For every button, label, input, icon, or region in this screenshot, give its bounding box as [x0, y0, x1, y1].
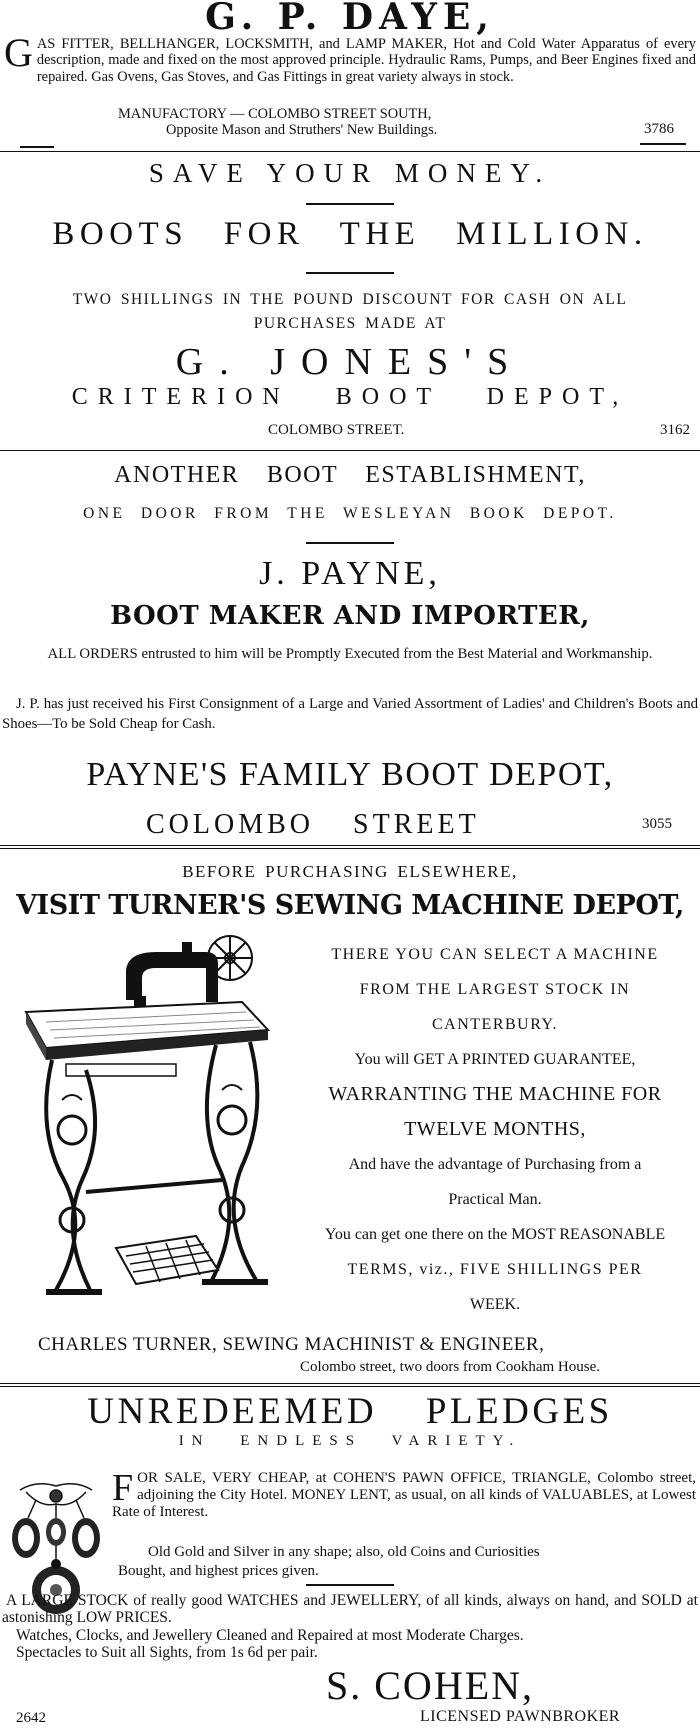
cohen-watches-line1: Watches, Clocks, and Jewellery Cleaned and Repaired at most Moderate Charges. [16, 1627, 524, 1644]
turner-line-11: WEEK. [469, 1296, 521, 1313]
turner-line-3: CANTERBURY. [431, 1016, 558, 1033]
turner-line-5: WARRANTING THE MACHINE FOR [328, 1083, 662, 1105]
cohen-old-gold-line1: Old Gold and Silver in any shape; also, old Coins and Curiosities [148, 1544, 540, 1560]
pendant-chain [20, 1484, 92, 1490]
cohen-subhead: IN ENDLESS VARIETY. [178, 1433, 522, 1449]
turner-line-7: And have the advantage of Purchasing from a [348, 1156, 642, 1173]
daye-body-text: AS FITTER, BELLHANGER, LOCKSMITH, and LAMP MAKER, Hot and Cold Water Apparatus of every description, made and fixed on the most approved principle. Hydraulic Rams, Pumps, and Beer Engines fixed and repaired. Gas Ovens, Gas Stoves, and Gas Fittings in great variety always in stock. [36, 36, 696, 85]
sewing-treadle [116, 1236, 218, 1284]
daye-address: Opposite Mason and Struthers' New Buildings. [166, 122, 438, 138]
payne-ad-number: 3055 [642, 816, 672, 832]
turner-before: BEFORE PURCHASING ELSEWHERE, [182, 862, 518, 881]
payne-consignment: J. P. has just received his First Consignment of a Large and Varied Assortment of Ladies' and Children's Boots and Shoes—To be Sold Cheap for Cash. [2, 696, 698, 732]
cohen-large-stock: A LARGE STOCK of really good WATCHES and JEWELLERY, of all kinds, always on hand, and SOLD at astonishing LOW PRICES. [2, 1592, 698, 1626]
jones-offer-line2: PURCHASES MADE AT [253, 315, 447, 332]
daye-end-rule-left [20, 146, 54, 148]
divider-4 [0, 1383, 700, 1384]
daye-dropcap: G [4, 30, 33, 75]
turner-line-4: You will GET A PRINTED GUARANTEE, [354, 1051, 636, 1068]
payne-headline: ANOTHER BOOT ESTABLISHMENT, [114, 462, 586, 488]
cohen-for-sale [112, 1467, 696, 1521]
daye-ad-number: 3786 [644, 121, 674, 137]
jones-ad-number: 3162 [660, 422, 690, 438]
turner-line-10: TERMS, viz., FIVE SHILLINGS PER [347, 1261, 643, 1278]
jones-subhead: BOOTS FOR THE MILLION. [52, 216, 648, 252]
daye-manufactory: MANUFACTORY — COLOMBO STREET SOUTH, [118, 106, 432, 122]
turner-line-2: FROM THE LARGEST STOCK IN [359, 981, 631, 998]
cohen-ad-number: 2642 [16, 1710, 46, 1726]
payne-street: COLOMBO STREET [146, 809, 480, 840]
turner-signature: CHARLES TURNER, SEWING MACHINIST & ENGINEER, [38, 1334, 545, 1355]
turner-line-9: You can get one there on the MOST REASONABLE [324, 1226, 666, 1243]
cohen-old-gold-line2: Bought, and highest prices given. [118, 1563, 319, 1579]
daye-end-rule-right [640, 143, 686, 145]
turner-line-1: THERE YOU CAN SELECT A MACHINE [331, 946, 659, 963]
payne-subhead: ONE DOOR FROM THE WESLEYAN BOOK DEPOT. [83, 505, 617, 522]
turner-line-8: Practical Man. [448, 1191, 542, 1208]
jones-depot: CRITERION BOOT DEPOT, [71, 384, 629, 410]
cohen-watches [16, 1627, 696, 1661]
turner-headline: VISIT TURNER'S SEWING MACHINE DEPOT, [16, 890, 684, 921]
jones-street: COLOMBO STREET. [268, 422, 405, 438]
payne-family-depot: PAYNE'S FAMILY BOOT DEPOT, [86, 756, 614, 793]
turner-address: Colombo street, two doors from Cookham House. [300, 1359, 600, 1375]
payne-name: J. PAYNE, [259, 555, 441, 592]
divider-2 [0, 450, 700, 451]
jones-short-rule-2 [306, 272, 394, 274]
cohen-short-rule [306, 1584, 394, 1586]
payne-orders: ALL ORDERS entrusted to him will be Promptly Executed from the Best Material and Workmanship. [47, 646, 653, 662]
daye-description [4, 30, 696, 85]
cohen-dropcap: F [112, 1467, 134, 1509]
daye-title: G. P. DAYE, [205, 0, 495, 38]
cohen-title: LICENSED PAWNBROKER [420, 1708, 621, 1725]
jones-offer [0, 288, 700, 336]
cohen-watches-line2: Spectacles to Suit all Sights, from 1s 6d per pair. [16, 1644, 318, 1661]
jones-name: G. JONES'S [175, 341, 525, 383]
divider-1 [0, 151, 700, 152]
turner-line-6: TWELVE MONTHS, [404, 1118, 586, 1140]
sewing-head [126, 952, 218, 1002]
divider-4b [0, 1386, 700, 1387]
cohen-name: S. COHEN, [326, 1663, 535, 1708]
payne-trade: BOOT MAKER AND IMPORTER, [110, 601, 590, 631]
cohen-headline: UNREDEEMED PLEDGES [87, 1391, 613, 1432]
payne-short-rule [306, 542, 394, 544]
jones-short-rule-1 [306, 203, 394, 205]
turner-copy [292, 937, 698, 1322]
divider-3b [0, 848, 700, 849]
sewing-machine-illustration [6, 930, 278, 1318]
jones-offer-line1: TWO SHILLINGS IN THE POUND DISCOUNT FOR CASH ON ALL [72, 291, 628, 308]
jones-headline: SAVE YOUR MONEY. [148, 158, 552, 188]
divider-3 [0, 845, 700, 846]
cohen-old-gold [118, 1543, 696, 1581]
cohen-for-sale-text: OR SALE, VERY CHEAP, at COHEN'S PAWN OFFICE, TRIANGLE, Colombo street, adjoining the City Hotel. MONEY LENT, as usual, on all kinds of VALUABLES, at Lowest Rate of Interest. [112, 1470, 696, 1520]
